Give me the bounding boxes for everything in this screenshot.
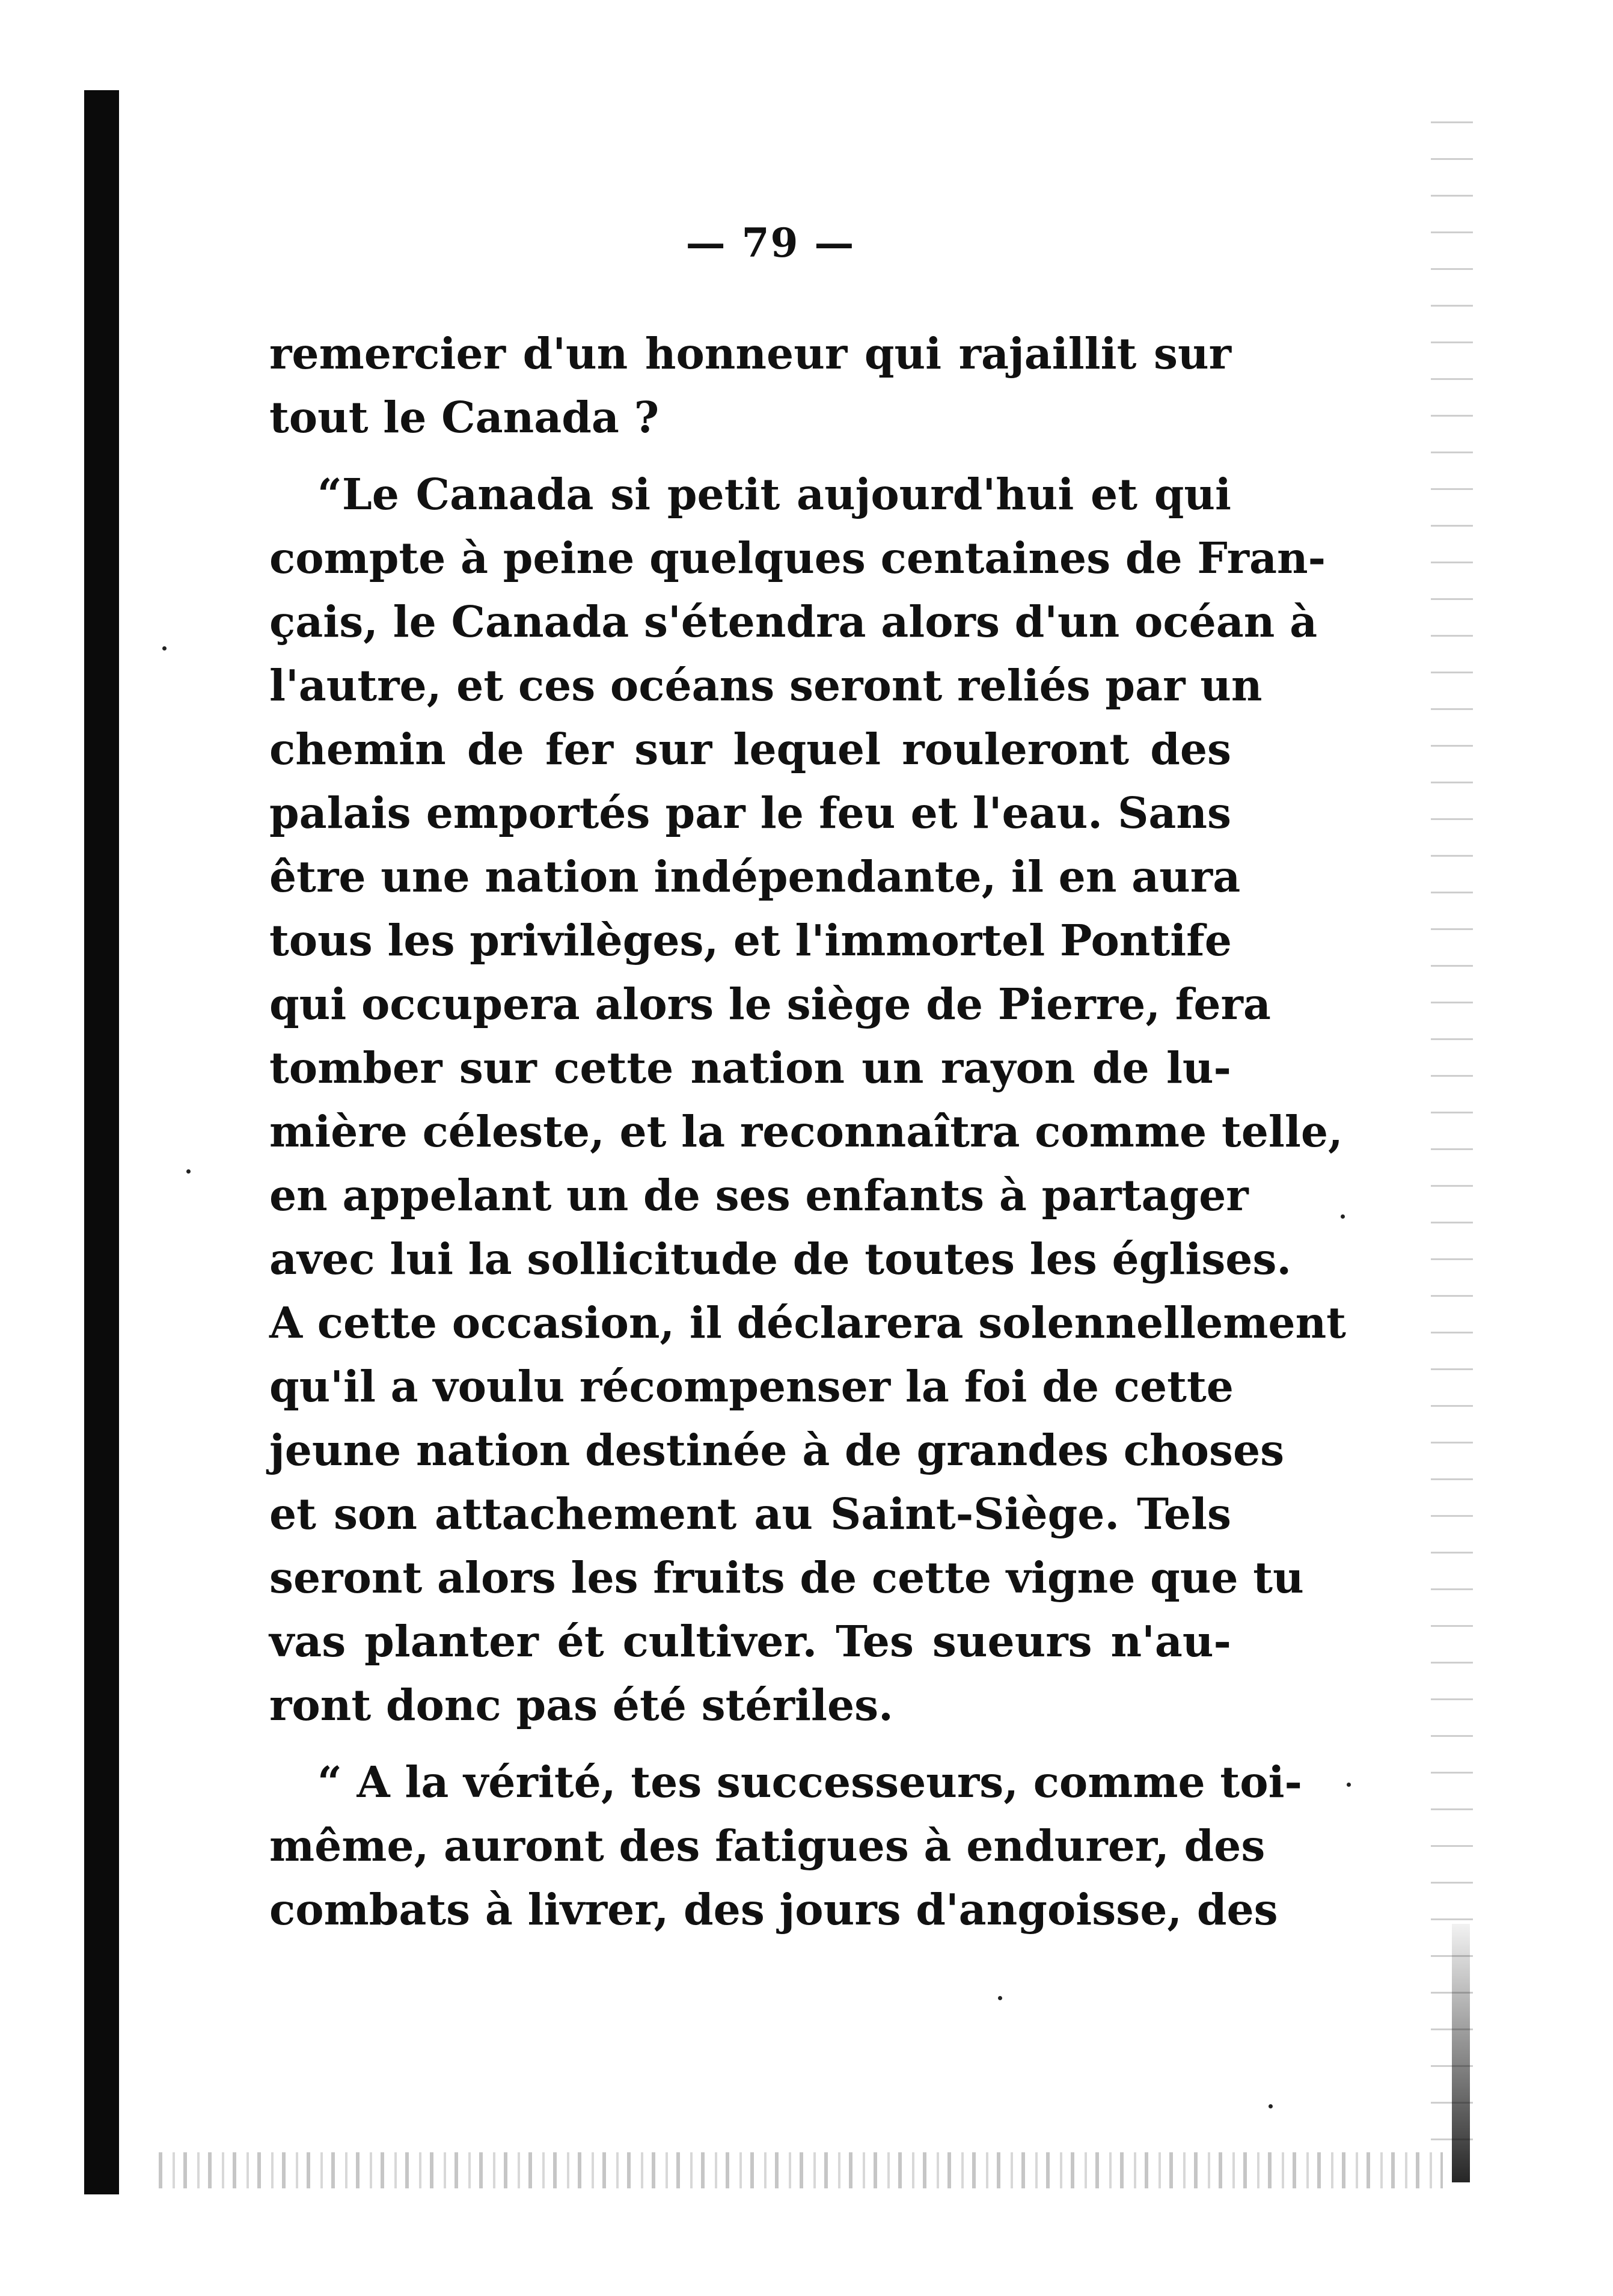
text-line: jeune nation destinée à de grandes choses (269, 1425, 1285, 1475)
text-line: combats à livrer, des jours d'angoisse, des (269, 1884, 1278, 1935)
text-line: A cette occasion, il déclarera solennellement (269, 1297, 1346, 1348)
text-line: “ A la vérité, tes successeurs, comme toi- (317, 1757, 1303, 1807)
text-line: tomber sur cette nation un rayon de lu- (269, 1042, 1231, 1093)
text-line: tout le Canada ? (269, 392, 660, 442)
scan-speck (998, 1996, 1002, 2000)
text-line: “Le Canada si petit aujourd'hui et qui (317, 469, 1231, 519)
text-line: tous les privilèges, et l'immortel Pontife (269, 915, 1232, 966)
scan-speck (1269, 2104, 1273, 2108)
binding-edge (84, 90, 119, 2194)
page-number: — 79 — (685, 219, 855, 266)
text-line: avec lui la sollicitude de toutes les églises. (269, 1234, 1292, 1284)
scan-speck (1347, 1783, 1351, 1787)
text-line: en appelant un de ses enfants à partager (269, 1170, 1249, 1220)
scan-speck (162, 646, 167, 651)
text-line: l'autre, et ces océans seront reliés par un (269, 660, 1263, 711)
scan-speck (186, 1169, 191, 1174)
body-text (269, 322, 1346, 1941)
paragraph (269, 462, 1346, 1737)
text-line: mière céleste, et la reconnaîtra comme telle, (269, 1106, 1343, 1157)
text-line: être une nation indépendante, il en aura (269, 851, 1241, 902)
paragraph (269, 322, 1231, 449)
page-right-edge-noise (1431, 108, 1473, 2164)
page-bottom-edge-noise (150, 2152, 1443, 2188)
text-line: remercier d'un honneur qui rajaillit sur (269, 328, 1231, 379)
text-line: vas planter ét cultiver. Tes sueurs n'au- (269, 1616, 1231, 1667)
text-line: et son attachement au Saint-Siège. Tels (269, 1489, 1231, 1539)
paragraph (269, 1750, 1303, 1941)
text-line: compte à peine quelques centaines de Fran- (269, 533, 1326, 583)
text-line: seront alors les fruits de cette vigne que tu (269, 1552, 1304, 1603)
text-line: qui occupera alors le siège de Pierre, fera (269, 979, 1271, 1029)
page-right-edge-shadow (1452, 1924, 1470, 2182)
text-line: palais emportés par le feu et l'eau. Sans (269, 788, 1231, 838)
text-line: çais, le Canada s'étendra alors d'un océan à (269, 596, 1318, 647)
text-line: chemin de fer sur lequel rouleront des (269, 724, 1231, 774)
text-line: même, auront des fatigues à endurer, des (269, 1820, 1266, 1871)
text-line: qu'il a voulu récompenser la foi de cette (269, 1361, 1234, 1412)
scan-speck (1341, 1214, 1345, 1219)
text-line: ront donc pas été stériles. (269, 1680, 893, 1730)
